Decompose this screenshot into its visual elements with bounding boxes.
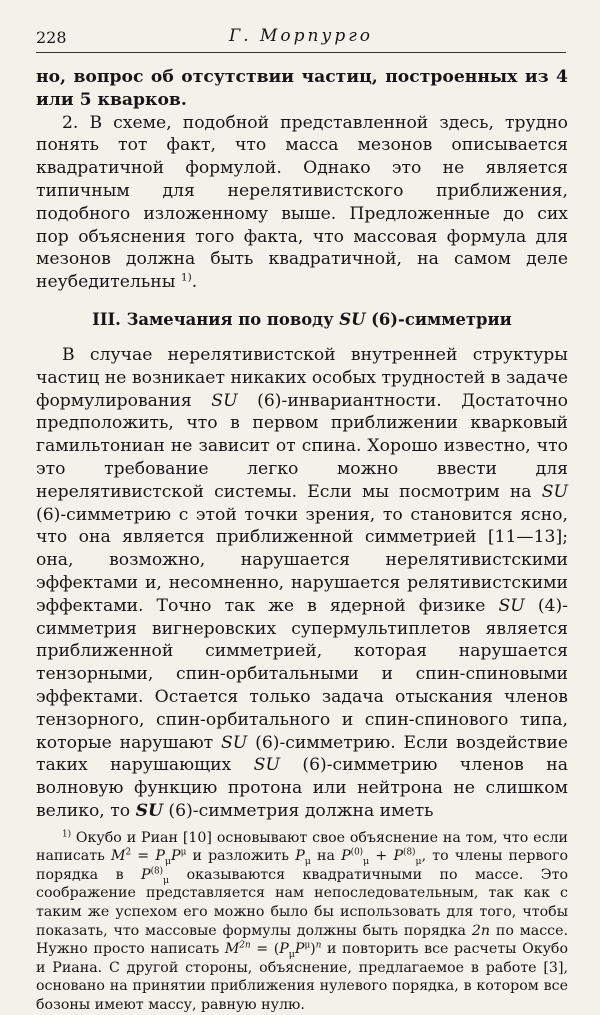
section-su: SU	[339, 309, 366, 329]
su-symbol: SU	[498, 595, 525, 616]
su-symbol: SU	[135, 800, 163, 821]
footnote: $^{1)}$ Окубо и Риан [10] основывают свое объяснение на том, что если написать $M^2 = P_\mu P^\mu$ и разложить $P_\mu$ на $P^{(0)}_\mu + P^{(8)}_\mu$, то члены первого порядка в $P^{(8)}_\mu$ оказываются квадратичными по массе. Это соображение представляется нам непоследовательным, так как с таким же успехом его можно было бы использовать для того, чтобы показать, что массовые формулы должны быть порядка 2n по массе. Нужно просто написать $M^{2n} = (P_\mu P^\mu)^n$ и повторить все расчеты Окубо и Риана. С другой стороны, объяснение, предлагаемое в работе [3], основано на принятии приближения нулевого порядка, в котором все бозоны имеют массу, равную нулю.	[36, 828, 568, 1014]
p3-b: (6)-инвариантности. Достаточно предположить, что в первом приближении кварковый гамильтониан не зависит от спина. Хорошо известно, что это требование легко можно ввести для нерелятивистской системы. Если мы посмотрим на	[36, 390, 568, 502]
paragraph-2-end: .	[191, 272, 198, 293]
su-symbol: SU	[211, 390, 238, 411]
p3-c: (6)-симметрию с этой точки зрения, то становится ясно, что она является приближенной симметрией [11—13]; она, возможно, нарушается нерелятивистскими эффектами и, несомненно, нарушается релятивистскими эффектами. Точно так же в ядерной физике	[36, 504, 568, 616]
page-number: 228	[36, 28, 67, 47]
su-symbol: SU	[221, 732, 248, 753]
running-head: Г. Морпурго	[228, 26, 374, 46]
p3-a: В случае нерелятивистской внутренней структуры частиц не возникает никаких особых трудностей в задаче формулирования	[36, 344, 568, 411]
section-suffix: (6)-симметрии	[365, 309, 512, 329]
paragraph-2-text: 2. В схеме, подобной представленной здесь, трудно понять тот факт, что масса мезонов описывается квадратичной формулой. Однако это не является типичным для нерелятивистского приближения, подобного изложенному выше. Предложенные до сих пор объяснения того факта, что массовая формула для мезонов должна быть квадратичной, на самом деле неубедительны	[36, 112, 568, 293]
p3-e: (6)-симметрию. Если воздействие таких нарушающих	[36, 732, 568, 776]
paragraph-3	[36, 344, 568, 823]
section-prefix: III. Замечания по поводу	[92, 309, 340, 329]
footnote-mark: 1)	[62, 828, 72, 839]
paragraph-2	[36, 112, 568, 294]
paragraph-continuation: но, вопрос об отсутствии частиц, построенных из 4 или 5 кварков.	[36, 67, 568, 110]
su-symbol: SU	[253, 755, 280, 776]
section-heading	[36, 308, 568, 332]
su-symbol: SU	[541, 481, 568, 502]
p3-f: (6)-симметрию членов на волновую функцию протона или нейтрона не слишком велико, то	[36, 755, 568, 821]
body-text	[36, 66, 568, 1015]
p3-g: (6)-симметрия должна иметь	[162, 800, 434, 821]
page-header	[36, 26, 566, 53]
p3-d: (4)-симметрия вигнеровских супермультиплетов является приближенной симметрией, которая нарушается тензорными, спин-орбитальными и спин-спиновыми эффектами. Остается только задача отыскания членов тензорного, спин-орбитального и спин-спинового типа, которые нарушают	[36, 595, 568, 753]
footnote-ref: 1)	[180, 270, 192, 284]
